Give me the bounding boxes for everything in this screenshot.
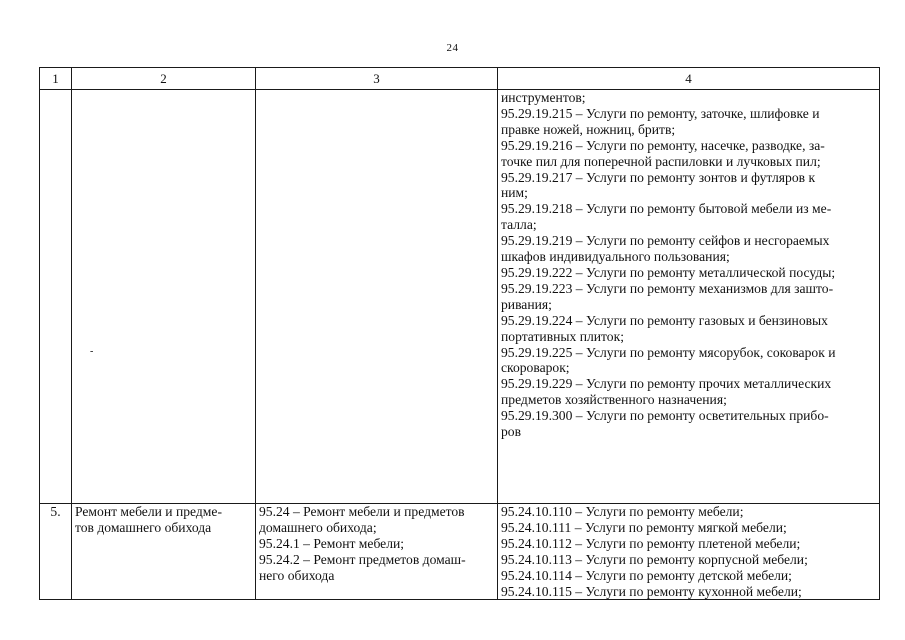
text-line: шкафов индивидуального пользования; — [501, 249, 730, 265]
text-line: 95.29.19.219 – Услуги по ремонту сейфов и несгораемых — [501, 233, 830, 249]
table-row-continuation — [40, 90, 880, 504]
text-line: 95.24 – Ремонт мебели и предметов — [259, 504, 465, 519]
text-line: 95.29.19.217 – Услуги по ремонту зонтов и футляров к — [501, 169, 816, 185]
text-line: 95.24.2 – Ремонт предметов домаш- — [259, 551, 466, 567]
text-line: домашнего обихода; — [259, 519, 377, 535]
text-line: 95.29.19.224 – Услуги по ремонту газовых и бензиновых — [501, 312, 828, 328]
okpd-services-list — [501, 90, 876, 440]
okpd-services-list — [501, 504, 876, 599]
header-col-3: 3 — [256, 68, 498, 90]
activity-name — [75, 504, 252, 536]
text-line: талла; — [501, 217, 537, 233]
text-line: 95.29.19.229 – Услуги по ремонту прочих металлических — [501, 376, 832, 392]
cell-okved-codes — [256, 504, 498, 600]
text-line: точке пил для поперечной распиловки и лучковых пил; — [501, 153, 821, 169]
text-line: 95.24.10.112 – Услуги по ремонту плетеной мебели; — [501, 535, 801, 551]
text-line: 95.24.1 – Ремонт мебели; — [259, 535, 405, 551]
text-line: портативных плиток; — [501, 328, 624, 344]
page-number: 24 — [446, 42, 459, 54]
text-line: ров — [501, 424, 522, 440]
text-line: инструментов; — [501, 90, 586, 105]
text-line: 95.29.19.300 – Услуги по ремонту осветительных прибо- — [501, 408, 829, 424]
text-line: скороварок; — [501, 360, 570, 376]
text-line: Ремонт мебели и предме- — [75, 504, 222, 519]
text-line: 95.24.10.111 – Услуги по ремонту мягкой мебели; — [501, 519, 787, 535]
text-line: 95.29.19.215 – Услуги по ремонту, заточке, шлифовке и — [501, 105, 820, 121]
text-line: него обихода — [259, 567, 335, 583]
cell-activity — [72, 90, 256, 504]
cell-okpd-services — [498, 90, 880, 504]
text-line: 95.29.19.222 – Услуги по ремонту металлической посуды; — [501, 264, 836, 280]
cell-number — [40, 90, 72, 504]
text-line: 95.29.19.225 – Услуги по ремонту мясорубок, соковарок и — [501, 344, 836, 360]
okved-codes-list — [259, 504, 494, 584]
cell-okpd-services — [498, 504, 880, 600]
text-line: 95.24.10.115 – Услуги по ремонту кухонной мебели; — [501, 583, 802, 599]
text-line: 95.24.10.113 – Услуги по ремонту корпусной мебели; — [501, 551, 808, 567]
text-line: правке ножей, ножниц, бритв; — [501, 121, 676, 137]
text-line: 95.24.10.110 – Услуги по ремонту мебели; — [501, 504, 744, 519]
text-line: 95.24.10.114 – Услуги по ремонту детской мебели; — [501, 567, 792, 583]
text-line: 95.29.19.216 – Услуги по ремонту, насечке, разводке, за- — [501, 137, 825, 153]
header-col-2: 2 — [72, 68, 256, 90]
text-line: 95.29.19.223 – Услуги по ремонту механизмов для зашто- — [501, 280, 834, 296]
text-line: 95.29.19.218 – Услуги по ремонту бытовой мебели из ме- — [501, 201, 832, 217]
table-header-row — [40, 68, 880, 90]
cell-activity — [72, 504, 256, 600]
text-line: ривания; — [501, 296, 552, 312]
stray-mark: - — [90, 346, 94, 357]
cell-number: 5. — [40, 504, 72, 600]
cell-okved-codes — [256, 90, 498, 504]
text-line: предметов хозяйственного назначения; — [501, 392, 727, 408]
text-line: ним; — [501, 185, 528, 201]
header-col-1: 1 — [40, 68, 72, 90]
text-line: тов домашнего обихода — [75, 519, 212, 535]
services-table — [39, 67, 880, 600]
header-col-4: 4 — [498, 68, 880, 90]
table-row-5 — [40, 504, 880, 600]
